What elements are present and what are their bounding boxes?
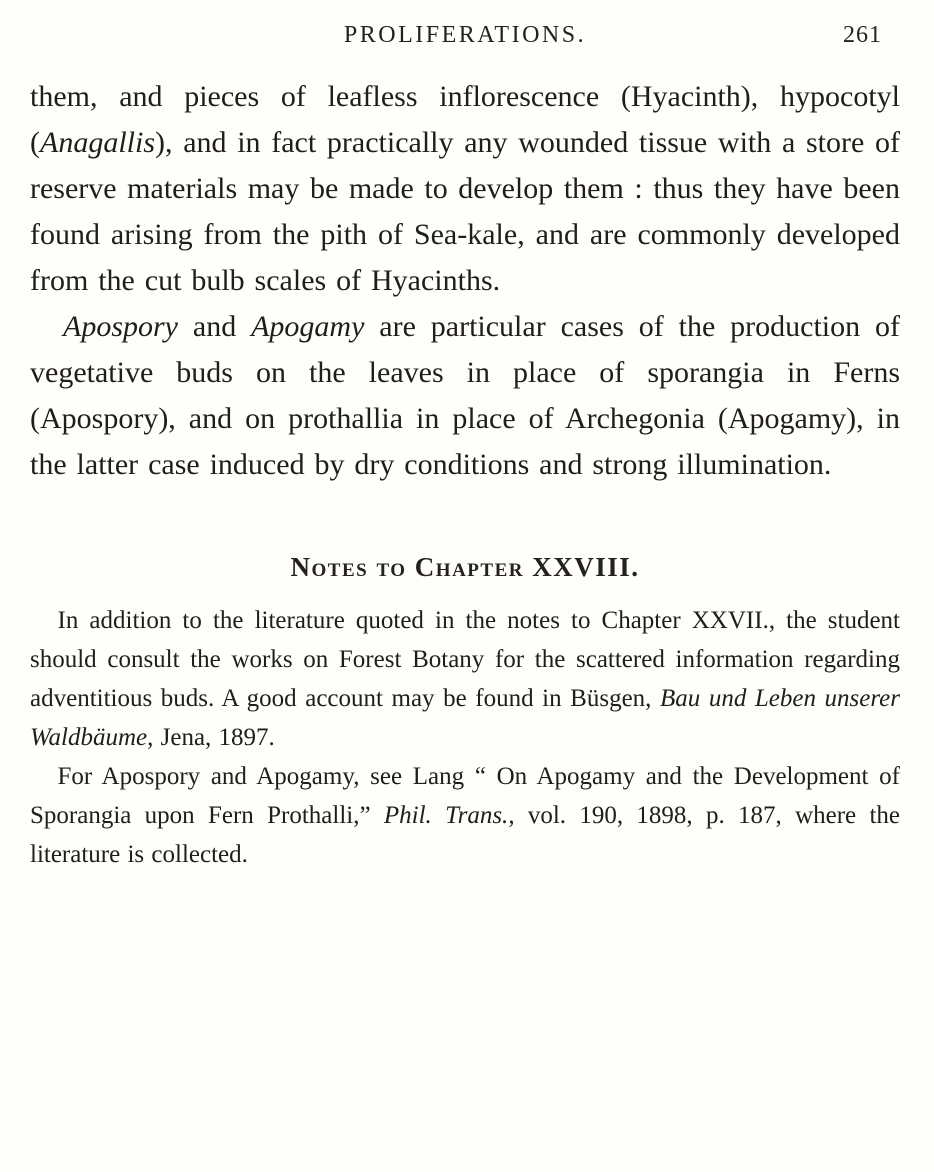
text-run: Bau und Leben unserer Waldbäume (30, 685, 901, 751)
page-header (30, 16, 900, 56)
running-title: PROLIFERATIONS. (343, 22, 587, 48)
text-run: , Jena, 1897. (147, 724, 275, 751)
text-run: Apogamy (251, 310, 365, 343)
text-run: Phil. Trans. (383, 802, 509, 829)
text-run: them, and pieces of leafless inflorescence (Hyacinth), hypocotyl ( (30, 80, 900, 159)
text-run: For Apospory and Apogamy, see Lang “ On Apogamy and the Development of Sporangia upon Fern Prothalli,” (30, 763, 900, 829)
text-run: and (178, 310, 252, 343)
note-paragraph-apospory-reference (30, 757, 900, 874)
text-run: Apospory (63, 310, 178, 343)
text-run: In addition to the literature quoted in the notes to Chapter XXVII., the student should consult the works on Forest Botany for the scattered information regarding adventitious buds. A good account may be found in Büsgen, (30, 607, 900, 712)
text-run: , vol. 190, 1898, p. 187, where the literature is collected. (30, 802, 900, 868)
notes-section-heading: Notes to Chapter XXVIII. (290, 552, 640, 582)
text-run: ), and in fact practically any wounded tissue with a store of reserve materials may be made to develop them : thus they have been found arising from the pith of Sea-kale, and are commonly developed from the cut bulb scales of Hyacinths. (30, 126, 900, 297)
paragraph-apospory-apogamy (30, 304, 900, 488)
page-number: 261 (843, 22, 882, 48)
text-run: Anagallis (40, 126, 156, 159)
note-paragraph-literature (30, 601, 900, 757)
body-text (30, 74, 900, 874)
text-run: are particular cases of the production of vegetative buds on the leaves in place of sporangia in Ferns (Apospory), and on prothallia in place of Archegonia (Apogamy), in the latter case induced by dry conditions and strong illumination. (30, 310, 900, 481)
paragraph-continuation (30, 74, 900, 304)
